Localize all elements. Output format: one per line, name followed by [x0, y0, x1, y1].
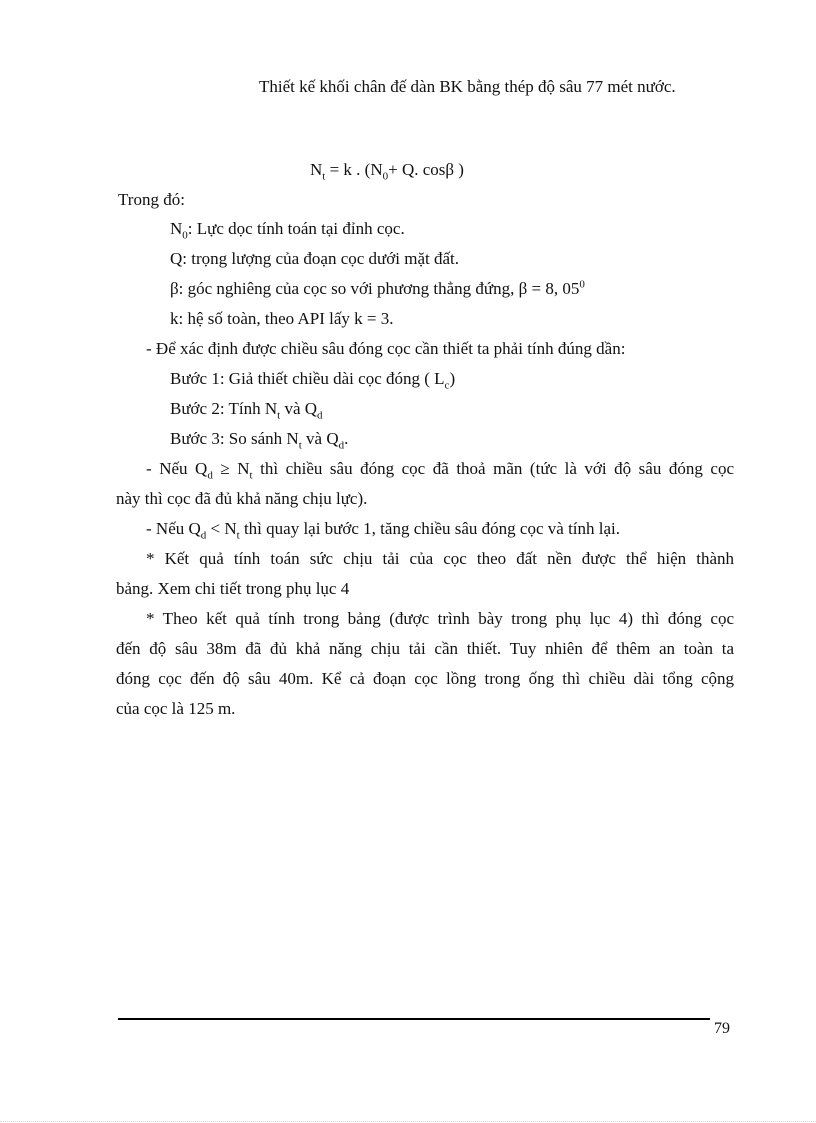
cond2-b: < N — [206, 519, 237, 538]
step-3 — [170, 428, 348, 450]
cond1-line1 — [146, 458, 734, 480]
formula-mid1: = k . (N — [325, 160, 383, 179]
def-n0-symbol: N — [170, 219, 183, 238]
cond2-sub-t: t — [236, 529, 240, 542]
step-1 — [170, 368, 455, 390]
def-beta — [170, 278, 585, 300]
cond2-a: - Nếu Q — [146, 519, 201, 538]
step-2-sub2: d — [317, 409, 323, 422]
def-beta-text: β: góc nghiêng của cọc so với phương thẳng đứng, β = 8, 05 — [170, 279, 580, 298]
result2-line2: đến độ sâu 38m đã đủ khả năng chịu tải cần thiết. Tuy nhiên để thêm an toàn ta — [116, 639, 734, 658]
def-q: Q: trọng lượng của đoạn cọc dưới mặt đất. — [170, 249, 459, 268]
def-beta-sup: 0 — [579, 278, 585, 291]
cond2-c: thì quay lại bước 1, tăng chiều sâu đóng cọc và tính lại. — [239, 519, 621, 538]
page-edge-divider — [0, 1121, 816, 1122]
def-n0 — [170, 218, 405, 240]
step-2-sub1: t — [277, 409, 281, 422]
cond1-b: ≥ N — [212, 459, 250, 478]
step-3-sub2: d — [338, 439, 345, 452]
where-label: Trong đó: — [118, 190, 185, 209]
step-3-mid: và Q — [301, 429, 339, 448]
cond1-c: thì chiều sâu đóng cọc đã thoả mãn (tức là với độ sâu đóng cọc — [252, 459, 734, 478]
step-2-mid: và Q — [280, 399, 318, 418]
step-3-sub1: t — [298, 439, 302, 452]
formula-lhs: N — [310, 160, 323, 179]
steps-intro: - Để xác định được chiều sâu đóng cọc cần thiết ta phải tính đúng dần: — [146, 339, 626, 358]
formula-mid2: + Q. cosβ ) — [388, 160, 464, 179]
step-1-end: ) — [449, 369, 456, 388]
def-n0-text: : Lực dọc tính toán tại đỉnh cọc. — [187, 219, 405, 238]
step-3-end: . — [344, 429, 349, 448]
result1-line1: * Kết quả tính toán sức chịu tải của cọc theo đất nền được thể hiện thành — [146, 549, 734, 568]
step-3-text: Bước 3: So sánh N — [170, 429, 299, 448]
cond1-line2: này thì cọc đã đủ khả năng chịu lực). — [116, 489, 368, 508]
result1-line2: bảng. Xem chi tiết trong phụ lục 4 — [116, 579, 350, 598]
page-header: Thiết kế khối chân đế dàn BK bằng thép độ sâu 77 mét nước. — [259, 77, 676, 96]
def-k: k: hệ số toàn, theo API lấy k = 3. — [170, 309, 394, 328]
step-2 — [170, 398, 323, 420]
cond1-a: - Nếu Q — [146, 459, 208, 478]
step-2-text: Bước 2: Tính N — [170, 399, 278, 418]
result2-line1: * Theo kết quả tính trong bảng (được trình bày trong phụ lục 4) thì đóng cọc — [146, 609, 734, 628]
formula — [310, 159, 464, 181]
def-n0-sub: 0 — [182, 229, 188, 242]
result2-line4: của cọc là 125 m. — [116, 699, 236, 718]
footer-rule — [118, 1018, 710, 1020]
result2-line3: đóng cọc đến độ sâu 40m. Kể cả đoạn cọc lồng trong ống thì chiều dài tổng cộng — [116, 669, 734, 688]
formula-lhs-sub: t — [322, 170, 326, 183]
cond2-sub-d: d — [200, 529, 207, 542]
cond2-line — [146, 518, 620, 540]
page-number: 79 — [714, 1020, 730, 1037]
cond1-sub-d: d — [207, 469, 213, 482]
step-1-text: Bước 1: Giả thiết chiều dài cọc đóng ( L — [170, 369, 445, 388]
formula-sub0: 0 — [382, 170, 389, 183]
cond1-sub-t: t — [249, 469, 253, 482]
step-1-sub: c — [444, 379, 450, 392]
